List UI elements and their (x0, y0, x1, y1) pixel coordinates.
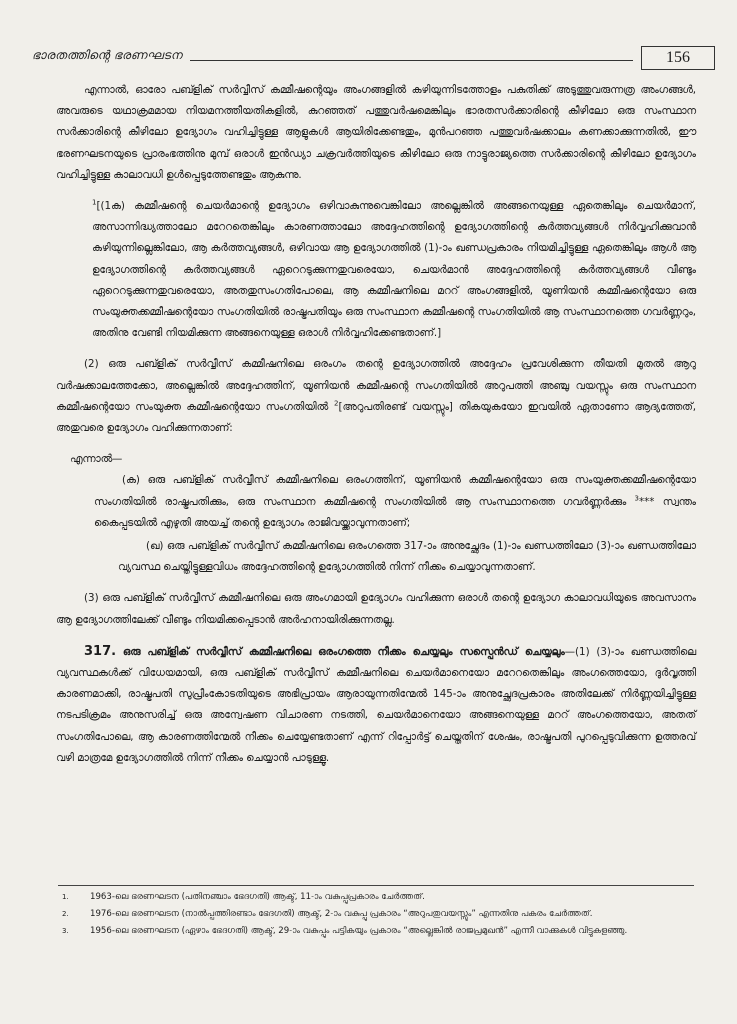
footnote (58, 907, 694, 921)
article-317-paragraph (56, 641, 696, 769)
footnote (58, 924, 694, 938)
footnote-ref: 3 (634, 494, 639, 503)
footnote (58, 890, 694, 904)
clause-2-paragraph (56, 354, 696, 439)
footnote-mark: 2. (62, 910, 69, 918)
clause-a-text-end: *** സ്വന്തം കൈപ്പടയിൽ എഴുതി അയച്ച് തന്റെ ഉദ്യോഗം രാജിവയ്ക്കാവുന്നതാണ്; (94, 495, 696, 529)
clause-1a-paragraph (56, 196, 696, 344)
clause-3-paragraph: (3) ഒരു പബ്ളിക് സർവ്വീസ് കമ്മീഷനിലെ ഒരു അംഗമായി ഉദ്യോഗം വഹിക്കുന്ന ഒരാൾ തന്റെ ഉദ്യോഗ കാലാവധിയുടെ അവസാനം ആ ഉദ്യോഗത്തിലേക്ക് വീണ്ടും നിയമിക്കപ്പെടാൻ അർഹനായിരിക്കുന്നതല്ല. (56, 592, 696, 626)
running-header (30, 46, 715, 70)
header-rule (190, 60, 633, 61)
footnote-text: 1976-ലെ ഭരണഘടന (നാൽപ്പത്തിരണ്ടാം ഭേദഗതി) ആക്ട്, 2-ാം വകുപ്പു പ്രകാരം “അറുപതുവയസ്സും” എന്നതിനു പകരം ചേർത്തത്. (90, 909, 593, 919)
article-number: 317. (84, 643, 117, 659)
proviso-paragraph: എന്നാൽ, ഓരോ പബ്ളിക് സർവ്വീസ് കമ്മീഷന്റെയും അംഗങ്ങളിൽ കഴിയുന്നിടത്തോളം പകുതിക്ക് അടുത്തുവരുന്നത്ര അംഗങ്ങൾ, അവരുടെ യഥാക്രമമായ നിയമനത്തീയതികളിൽ, കുറഞ്ഞത് പത്തുവർഷമെങ്കിലും ഭാരതസർക്കാരിന്റെ കീഴിലോ ഒരു സംസ്ഥാന സർക്കാരിന്റെ കീഴിലോ ഉദ്യോഗം വഹിച്ചിട്ടുള്ള ആളുകൾ ആയിരിക്കേണ്ടതും, മുൻപറഞ്ഞ പത്തുവർഷക്കാലം കണക്കാക്കുന്നതിൽ, ഈ ഭരണഘടനയുടെ പ്രാരംഭത്തിനു മുമ്പ് ഒരാൾ ഇൻഡ്യാ ചക്രവർത്തിയുടെ കീഴിലോ ഒരു നാട്ടുരാജ്യത്തെ സർക്കാരിന്റെ കീഴിലോ ഉദ്യോഗം വഹിച്ചിട്ടുള്ള കാലാവധി ഉൾപ്പെടുത്തേണ്ടതും ആകുന്നു. (56, 84, 696, 181)
footnote-ref: 1 (92, 198, 97, 207)
clause-a-text-start: (ക) ഒരു പബ്ളിക് സർവ്വീസ് കമ്മീഷനിലെ ഒരംഗത്തിന്, യൂണിയൻ കമ്മീഷന്റെയോ ഒരു സംയുക്തക്കമ്മീഷന്റെയോ സംഗതിയിൽ രാഷ്ട്രപതിക്കും, ഒരു സംസ്ഥാന കമ്മീഷന്റെ സംഗതിയിൽ ആ സംസ്ഥാനത്തെ ഗവർണ്ണർക്കും (94, 474, 696, 508)
footnote-text: 1963-ലെ ഭരണഘടന (പതിനഞ്ചാം ഭേദഗതി) ആക്ട്, 11-ാം വകുപ്പുപ്രകാരം ചേർത്തത്. (90, 892, 425, 902)
proviso-intro: എന്നാൽ— (70, 453, 123, 466)
article-317-text: —(1) (3)-ാം ഖണ്ഡത്തിലെ വ്യവസ്ഥകൾക്ക് വിധേയമായി, ഒരു പബ്ളിക് സർവ്വീസ് കമ്മീഷനിലെ ചെയർമാനെയോ മറേറതെങ്കിലും അംഗത്തെയോ, ദുർവൃത്തി കാരണമാക്കി, രാഷ്ട്രപതി സുപ്രീംകോടതിയുടെ അഭിപ്രായം ആരായുന്നതിന്മേൽ 145-ാം അനുച്ഛേദപ്രകാരം അതിലേക്ക് നിർണ്ണയിച്ചിട്ടുള്ള നടപടിക്രമം അനുസരിച്ച് ഒരു അന്വേഷണ വിചാരണ നടത്തി, ചെയർമാനെയോ അങ്ങനെയുള്ള മററ് അംഗത്തെയോ, അതത് സംഗതിപോലെ, ആ കാരണത്തിന്മേൽ നീക്കം ചെയ്യേണ്ടതാണ് എന്ന് റിപ്പോർട്ട് ചെയ്തതിന് ശേഷം, രാഷ്ട്രപതി പുറപ്പെടുവിക്കുന്ന ഉത്തരവ് വഴി മാത്രമേ ഉദ്യോഗത്തിൽ നിന്ന് നീക്കം ചെയ്യാൻ പാടുള്ളൂ. (56, 645, 697, 764)
clause-2-text-start: (2) ഒരു പബ്ളിക് സർവ്വീസ് കമ്മീഷനിലെ ഒരംഗം തന്റെ ഉദ്യോഗത്തിൽ അദ്ദേഹം പ്രവേശിക്കുന്ന തീയതി മുതൽ ആറു വർഷക്കാലത്തേക്കോ, അല്ലെങ്കിൽ അദ്ദേഹത്തിന്, യൂണിയൻ കമ്മീഷന്റെ സംഗതിയിൽ അറുപത്തി അഞ്ചു വയസ്സും ഒരു സംസ്ഥാന കമ്മീഷന്റെയോ സംയുക്ത കമ്മീഷന്റെയോ സംഗതിയിൽ (56, 358, 696, 413)
proviso-clause-a (70, 470, 696, 534)
proviso-clause-b: (ഖ) ഒരു പബ്ളിക് സർവ്വീസ് കമ്മീഷനിലെ ഒരംഗത്തെ 317-ാം അനുച്ഛേദം (1)-ാം ഖണ്ഡത്തിലോ (3)-ാം ഖണ്ഡത്തിലോ വ്യവസ്ഥ ചെയ്തിട്ടുള്ളവിധം അദ്ദേഹത്തിന്റെ ഉദ്യോഗത്തിൽ നിന്ന് നീക്കം ചെയ്യാവുന്നതാണ്. (118, 540, 696, 574)
article-heading: ഒരു പബ്ളിക് സർവ്വീസ് കമ്മീഷനിലെ ഒരംഗത്തെ നീക്കം ചെയ്യലും സസ്പെൻഡ് ചെയ്യലും (122, 645, 565, 658)
footnote-mark: 1. (62, 893, 69, 901)
clause-2-text-end: [അറുപതിരണ്ട് വയസ്സും] തികയുകയോ ഇവയിൽ ഏതാണോ ആദ്യത്തേത്, അതുവരെ ഉദ്യോഗം വഹിക്കുന്നതാണ്: (56, 400, 697, 435)
footnote-text: 1956-ലെ ഭരണഘടന (ഏഴാം ഭേദഗതി) ആക്ട്, 29-ാം വകുപ്പും പട്ടികയും പ്രകാരം “അല്ലെങ്കിൽ രാജപ്രമുഖൻ” എന്നീ വാക്കുകൾ വിട്ടുകളഞ്ഞു. (90, 926, 628, 936)
footnote-mark: 3. (62, 927, 69, 935)
clause-1a-text: [(1ക) കമ്മീഷന്റെ ചെയർമാന്റെ ഉദ്യോഗം ഒഴിവാകുന്നുവെങ്കിലോ അല്ലെങ്കിൽ അങ്ങനെയുള്ള ഏതെങ്കിലും ചെയർമാന്, അസാന്നിദ്ധ്യത്താലോ മറേറതെങ്കിലും കാരണത്താലോ അദ്ദേഹത്തിന്റെ ഉദ്യോഗത്തിന്റെ കർത്തവ്യങ്ങൾ നിർവ്വഹിക്കുവാൻ കഴിയുന്നില്ലെങ്കിലോ, ആ കർത്തവ്യങ്ങൾ, ഒഴിവായ ആ ഉദ്യോഗത്തിൽ (1)-ാം ഖണ്ഡപ്രകാരം നിയമിച്ചിട്ടുള്ള ഏതെങ്കിലും ആൾ ആ ഉദ്യോഗത്തിന്റെ കർത്തവ്യങ്ങൾ ഏറെറടുക്കുന്നതുവരെയോ, ചെയർമാൻ അദ്ദേഹത്തിന്റെ കർത്തവ്യങ്ങൾ വീണ്ടും ഏറെറടുക്കുന്നതുവരെയോ, അതതുസംഗതിപോലെ, ആ കമ്മീഷനിലെ മററ് അംഗങ്ങളിൽ, യൂണിയൻ കമ്മീഷന്റെയോ ഒരു സംയുക്തക്കമ്മീഷന്റെയോ സംഗതിയിൽ രാഷ്ട്രപതിയും ഒരു സംസ്ഥാന കമ്മീഷന്റെ സംഗതിയിൽ ആ സംസ്ഥാനത്തെ ഗവർണ്ണറും, അതിനു വേണ്ടി നിയമിക്കുന്ന അങ്ങനെയുള്ള ഒരാൾ നിർവ്വഹിക്കേണ്ടതാണ്.] (92, 200, 696, 340)
footnotes (58, 885, 694, 941)
page-number: 156 (641, 46, 715, 70)
page-body (56, 80, 696, 779)
provisos-block (56, 449, 696, 578)
footnote-ref: 2 (333, 399, 339, 408)
header-title: ഭാരതത്തിന്റെ ഭരണഘടന (32, 48, 183, 62)
